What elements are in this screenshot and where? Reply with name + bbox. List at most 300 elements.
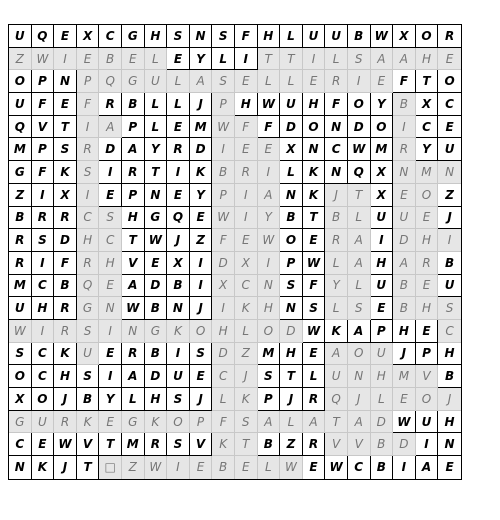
grid-cell[interactable]: C	[235, 275, 258, 298]
grid-cell[interactable]: I	[32, 184, 55, 207]
grid-cell[interactable]: X	[280, 138, 303, 161]
grid-cell[interactable]: N	[348, 365, 371, 388]
grid-cell[interactable]: X	[235, 252, 258, 275]
grid-cell[interactable]: Y	[325, 275, 348, 298]
grid-cell[interactable]: T	[280, 365, 303, 388]
grid-cell[interactable]: I	[393, 116, 416, 139]
grid-cell[interactable]: X	[54, 184, 77, 207]
grid-cell[interactable]: L	[325, 48, 348, 71]
grid-cell[interactable]: E	[99, 343, 122, 366]
grid-cell[interactable]: H	[32, 297, 55, 320]
grid-cell[interactable]: D	[54, 229, 77, 252]
grid-cell[interactable]: C	[416, 116, 439, 139]
grid-cell[interactable]: M	[122, 433, 145, 456]
grid-cell[interactable]: I	[258, 252, 281, 275]
grid-cell[interactable]: J	[190, 297, 213, 320]
grid-cell[interactable]: E	[235, 70, 258, 93]
grid-cell[interactable]: D	[393, 433, 416, 456]
grid-cell[interactable]: I	[416, 433, 439, 456]
grid-cell[interactable]: L	[280, 161, 303, 184]
grid-cell[interactable]: L	[167, 70, 190, 93]
grid-cell[interactable]: B	[438, 252, 461, 275]
grid-cell[interactable]: H	[416, 48, 439, 71]
grid-cell[interactable]: B	[122, 93, 145, 116]
grid-cell[interactable]: D	[280, 116, 303, 139]
grid-cell[interactable]: G	[77, 297, 100, 320]
grid-cell[interactable]: T	[145, 161, 168, 184]
grid-cell[interactable]: E	[235, 229, 258, 252]
grid-cell[interactable]: R	[393, 138, 416, 161]
grid-cell[interactable]: E	[167, 184, 190, 207]
grid-cell[interactable]: R	[54, 411, 77, 434]
grid-cell[interactable]: X	[371, 161, 394, 184]
grid-cell[interactable]: L	[258, 456, 281, 479]
grid-cell[interactable]: X	[9, 388, 32, 411]
grid-cell[interactable]: A	[303, 411, 326, 434]
grid-cell[interactable]: T	[303, 207, 326, 230]
grid-cell[interactable]: Q	[32, 25, 55, 48]
grid-cell[interactable]: U	[438, 275, 461, 298]
grid-cell[interactable]: W	[122, 297, 145, 320]
grid-cell[interactable]: H	[280, 343, 303, 366]
grid-cell[interactable]: O	[416, 388, 439, 411]
grid-cell[interactable]: I	[99, 320, 122, 343]
grid-cell[interactable]: S	[212, 25, 235, 48]
grid-cell[interactable]: W	[258, 93, 281, 116]
grid-cell[interactable]: R	[303, 433, 326, 456]
grid-cell[interactable]: W	[348, 138, 371, 161]
grid-cell[interactable]: U	[438, 138, 461, 161]
grid-cell[interactable]: J	[348, 388, 371, 411]
grid-cell[interactable]: O	[348, 93, 371, 116]
grid-cell[interactable]: S	[438, 297, 461, 320]
grid-cell[interactable]: A	[190, 70, 213, 93]
grid-cell[interactable]: A	[393, 252, 416, 275]
grid-cell[interactable]: T	[99, 433, 122, 456]
grid-cell[interactable]: M	[190, 116, 213, 139]
grid-cell[interactable]: R	[54, 297, 77, 320]
grid-cell[interactable]: J	[54, 388, 77, 411]
grid-cell[interactable]: S	[167, 388, 190, 411]
grid-cell[interactable]: R	[122, 343, 145, 366]
grid-cell[interactable]: B	[325, 207, 348, 230]
grid-cell[interactable]: Z	[235, 343, 258, 366]
grid-cell[interactable]: W	[325, 456, 348, 479]
grid-cell[interactable]: P	[190, 411, 213, 434]
grid-cell[interactable]: I	[77, 184, 100, 207]
grid-cell[interactable]: H	[303, 93, 326, 116]
grid-cell[interactable]: N	[167, 297, 190, 320]
grid-cell[interactable]: A	[325, 343, 348, 366]
grid-cell[interactable]: I	[258, 161, 281, 184]
grid-cell[interactable]: A	[348, 411, 371, 434]
grid-cell[interactable]: B	[145, 343, 168, 366]
grid-cell[interactable]: N	[122, 320, 145, 343]
grid-cell[interactable]: N	[9, 456, 32, 479]
grid-cell[interactable]: R	[145, 433, 168, 456]
grid-cell[interactable]: N	[393, 161, 416, 184]
grid-cell[interactable]: E	[99, 275, 122, 298]
grid-cell[interactable]: W	[393, 411, 416, 434]
grid-cell[interactable]: S	[54, 138, 77, 161]
grid-cell[interactable]: T	[54, 116, 77, 139]
grid-cell[interactable]: M	[9, 138, 32, 161]
grid-cell[interactable]: H	[77, 229, 100, 252]
grid-cell[interactable]: H	[416, 297, 439, 320]
grid-cell[interactable]: Q	[167, 207, 190, 230]
grid-cell[interactable]: P	[212, 93, 235, 116]
grid-cell[interactable]: N	[190, 25, 213, 48]
grid-cell[interactable]: F	[393, 70, 416, 93]
grid-cell[interactable]: R	[99, 93, 122, 116]
grid-cell[interactable]: O	[303, 116, 326, 139]
grid-cell[interactable]: N	[280, 297, 303, 320]
grid-cell[interactable]: E	[235, 138, 258, 161]
grid-cell[interactable]: Q	[9, 116, 32, 139]
grid-cell[interactable]: S	[167, 433, 190, 456]
grid-cell[interactable]: R	[77, 138, 100, 161]
grid-cell[interactable]: K	[212, 433, 235, 456]
grid-cell[interactable]: O	[190, 320, 213, 343]
grid-cell[interactable]: W	[280, 456, 303, 479]
grid-cell[interactable]: L	[145, 116, 168, 139]
grid-cell[interactable]: S	[258, 365, 281, 388]
grid-cell[interactable]: H	[438, 343, 461, 366]
grid-cell[interactable]: G	[122, 25, 145, 48]
grid-cell[interactable]: L	[145, 93, 168, 116]
grid-cell[interactable]: U	[145, 70, 168, 93]
grid-cell[interactable]: D	[145, 365, 168, 388]
grid-cell[interactable]: H	[54, 365, 77, 388]
grid-cell[interactable]: L	[280, 25, 303, 48]
grid-cell[interactable]: H	[371, 365, 394, 388]
grid-cell[interactable]: N	[325, 161, 348, 184]
grid-cell[interactable]: U	[167, 365, 190, 388]
grid-cell[interactable]: E	[258, 138, 281, 161]
grid-cell[interactable]: R	[167, 138, 190, 161]
grid-cell[interactable]: I	[212, 297, 235, 320]
grid-cell[interactable]: R	[303, 388, 326, 411]
grid-cell[interactable]: A	[348, 229, 371, 252]
grid-cell[interactable]: F	[325, 93, 348, 116]
grid-cell[interactable]: H	[99, 252, 122, 275]
grid-cell[interactable]: R	[9, 229, 32, 252]
grid-cell[interactable]: U	[9, 93, 32, 116]
grid-cell[interactable]: T	[122, 229, 145, 252]
grid-cell[interactable]: V	[32, 116, 55, 139]
grid-cell[interactable]: S	[190, 343, 213, 366]
grid-cell[interactable]: V	[122, 252, 145, 275]
grid-cell[interactable]: U	[303, 25, 326, 48]
grid-cell[interactable]: J	[438, 388, 461, 411]
grid-cell[interactable]: V	[77, 433, 100, 456]
grid-cell[interactable]: L	[122, 388, 145, 411]
grid-cell[interactable]: Z	[9, 48, 32, 71]
grid-cell[interactable]: K	[32, 456, 55, 479]
grid-cell[interactable]: X	[371, 184, 394, 207]
grid-cell[interactable]: I	[99, 365, 122, 388]
grid-cell[interactable]: P	[77, 70, 100, 93]
grid-cell[interactable]: U	[77, 343, 100, 366]
grid-cell[interactable]: S	[235, 411, 258, 434]
grid-cell[interactable]: T	[77, 456, 100, 479]
grid-cell[interactable]: E	[77, 48, 100, 71]
grid-cell[interactable]: I	[393, 456, 416, 479]
grid-cell[interactable]: M	[258, 343, 281, 366]
grid-cell[interactable]: U	[9, 297, 32, 320]
grid-cell[interactable]: I	[303, 48, 326, 71]
grid-cell[interactable]: K	[167, 320, 190, 343]
grid-cell[interactable]: A	[99, 116, 122, 139]
grid-cell[interactable]: A	[416, 456, 439, 479]
grid-cell[interactable]: A	[122, 138, 145, 161]
grid-cell[interactable]: C	[438, 93, 461, 116]
grid-cell[interactable]: F	[77, 93, 100, 116]
grid-cell[interactable]: M	[9, 275, 32, 298]
grid-cell[interactable]: Z	[438, 184, 461, 207]
grid-cell[interactable]: E	[303, 343, 326, 366]
grid-cell[interactable]: L	[371, 388, 394, 411]
grid-cell[interactable]: U	[325, 365, 348, 388]
grid-cell[interactable]: B	[371, 456, 394, 479]
grid-cell[interactable]: Y	[145, 138, 168, 161]
grid-cell[interactable]: I	[32, 320, 55, 343]
grid-cell[interactable]: K	[54, 343, 77, 366]
grid-cell[interactable]: I	[99, 161, 122, 184]
grid-cell[interactable]: I	[235, 184, 258, 207]
grid-cell[interactable]: T	[258, 48, 281, 71]
grid-cell[interactable]: E	[303, 70, 326, 93]
grid-cell[interactable]: N	[438, 161, 461, 184]
grid-cell[interactable]: T	[416, 70, 439, 93]
grid-cell[interactable]: E	[416, 207, 439, 230]
grid-cell[interactable]: P	[258, 388, 281, 411]
grid-cell[interactable]: L	[212, 388, 235, 411]
grid-cell[interactable]: K	[77, 411, 100, 434]
grid-cell[interactable]: I	[348, 70, 371, 93]
grid-cell[interactable]: L	[235, 320, 258, 343]
grid-cell[interactable]: E	[167, 48, 190, 71]
grid-cell[interactable]: O	[167, 411, 190, 434]
grid-cell[interactable]: L	[145, 48, 168, 71]
grid-cell[interactable]: U	[9, 25, 32, 48]
grid-cell[interactable]: H	[145, 388, 168, 411]
grid-cell[interactable]: X	[77, 25, 100, 48]
grid-cell[interactable]: W	[212, 207, 235, 230]
grid-cell[interactable]: U	[325, 25, 348, 48]
grid-cell[interactable]: E	[32, 433, 55, 456]
grid-cell[interactable]: F	[235, 25, 258, 48]
grid-cell[interactable]: R	[54, 320, 77, 343]
grid-cell[interactable]: S	[303, 297, 326, 320]
grid-cell[interactable]: F	[32, 93, 55, 116]
grid-cell[interactable]: S	[99, 207, 122, 230]
grid-cell[interactable]: E	[54, 25, 77, 48]
grid-cell[interactable]: S	[348, 297, 371, 320]
grid-cell[interactable]: V	[416, 365, 439, 388]
grid-cell[interactable]: O	[9, 70, 32, 93]
grid-cell[interactable]: I	[438, 229, 461, 252]
grid-cell[interactable]: G	[9, 161, 32, 184]
grid-cell[interactable]: A	[393, 48, 416, 71]
grid-cell[interactable]: L	[325, 297, 348, 320]
grid-cell[interactable]: P	[32, 70, 55, 93]
grid-cell[interactable]: F	[303, 275, 326, 298]
grid-cell[interactable]: H	[258, 25, 281, 48]
grid-cell[interactable]: L	[303, 365, 326, 388]
grid-cell[interactable]: N	[280, 184, 303, 207]
grid-cell[interactable]: Z	[9, 184, 32, 207]
grid-cell[interactable]: E	[99, 184, 122, 207]
grid-cell[interactable]: S	[32, 229, 55, 252]
grid-cell[interactable]: Q	[77, 275, 100, 298]
grid-cell[interactable]: L	[348, 207, 371, 230]
grid-cell[interactable]: R	[235, 161, 258, 184]
grid-cell[interactable]: S	[167, 25, 190, 48]
grid-cell[interactable]: K	[235, 388, 258, 411]
grid-cell[interactable]: B	[393, 93, 416, 116]
grid-cell[interactable]: M	[416, 161, 439, 184]
grid-cell[interactable]: P	[122, 116, 145, 139]
grid-cell[interactable]: J	[167, 229, 190, 252]
grid-cell[interactable]: B	[9, 207, 32, 230]
grid-cell[interactable]: E	[393, 184, 416, 207]
grid-cell[interactable]: J	[325, 184, 348, 207]
grid-cell[interactable]: K	[54, 161, 77, 184]
grid-cell[interactable]: L	[280, 70, 303, 93]
grid-cell[interactable]: C	[99, 25, 122, 48]
grid-cell[interactable]: J	[190, 93, 213, 116]
grid-cell[interactable]: W	[145, 456, 168, 479]
grid-cell[interactable]: R	[32, 207, 55, 230]
grid-cell[interactable]: S	[9, 343, 32, 366]
grid-cell[interactable]: H	[212, 320, 235, 343]
grid-cell[interactable]: J	[235, 365, 258, 388]
grid-cell[interactable]: U	[371, 275, 394, 298]
grid-cell[interactable]: R	[325, 229, 348, 252]
grid-cell[interactable]: E	[393, 388, 416, 411]
grid-cell[interactable]: B	[348, 25, 371, 48]
grid-cell[interactable]: K	[190, 161, 213, 184]
grid-cell[interactable]: I	[190, 252, 213, 275]
grid-cell[interactable]: P	[280, 252, 303, 275]
grid-cell[interactable]: W	[303, 252, 326, 275]
grid-cell[interactable]: E	[235, 456, 258, 479]
grid-cell[interactable]: L	[325, 252, 348, 275]
grid-cell[interactable]: O	[9, 365, 32, 388]
grid-cell[interactable]: G	[145, 207, 168, 230]
grid-cell[interactable]: H	[416, 229, 439, 252]
grid-cell[interactable]: J	[280, 388, 303, 411]
grid-cell[interactable]: A	[122, 365, 145, 388]
grid-cell[interactable]: E	[145, 252, 168, 275]
grid-cell[interactable]: C	[348, 456, 371, 479]
grid-cell[interactable]: I	[212, 138, 235, 161]
grid-cell[interactable]: W	[212, 116, 235, 139]
grid-cell[interactable]: P	[122, 184, 145, 207]
grid-cell[interactable]: L	[348, 275, 371, 298]
grid-cell[interactable]: K	[145, 411, 168, 434]
grid-cell[interactable]: J	[438, 207, 461, 230]
grid-cell[interactable]: I	[235, 48, 258, 71]
grid-cell[interactable]: U	[280, 93, 303, 116]
grid-cell[interactable]: B	[258, 433, 281, 456]
grid-cell[interactable]: D	[280, 320, 303, 343]
grid-cell[interactable]: Q	[325, 388, 348, 411]
grid-cell[interactable]: T	[325, 411, 348, 434]
grid-cell[interactable]: W	[32, 48, 55, 71]
grid-cell[interactable]: C	[32, 275, 55, 298]
grid-cell[interactable]: B	[371, 433, 394, 456]
grid-cell[interactable]: G	[122, 411, 145, 434]
grid-cell[interactable]: Y	[190, 48, 213, 71]
grid-cell[interactable]: N	[54, 70, 77, 93]
grid-cell[interactable]: D	[99, 138, 122, 161]
grid-cell[interactable]: S	[280, 275, 303, 298]
grid-cell[interactable]: S	[77, 320, 100, 343]
grid-cell[interactable]: H	[145, 25, 168, 48]
grid-cell[interactable]: E	[303, 456, 326, 479]
grid-cell[interactable]: J	[393, 343, 416, 366]
grid-cell[interactable]: B	[54, 275, 77, 298]
grid-cell[interactable]: E	[438, 116, 461, 139]
grid-cell[interactable]: E	[445, 460, 454, 475]
grid-cell[interactable]: O	[416, 25, 439, 48]
grid-cell[interactable]: W	[303, 320, 326, 343]
grid-cell[interactable]: K	[303, 161, 326, 184]
grid-cell[interactable]: W	[371, 25, 394, 48]
grid-cell[interactable]: D	[212, 343, 235, 366]
grid-cell[interactable]: U	[32, 411, 55, 434]
grid-cell[interactable]: I	[167, 456, 190, 479]
grid-cell[interactable]: Z	[280, 433, 303, 456]
grid-cell[interactable]: E	[122, 48, 145, 71]
grid-cell[interactable]: I	[77, 116, 100, 139]
grid-cell[interactable]: D	[348, 116, 371, 139]
grid-cell[interactable]: B	[393, 297, 416, 320]
grid-cell[interactable]: S	[77, 161, 100, 184]
grid-cell[interactable]: E	[303, 229, 326, 252]
grid-cell[interactable]: T	[280, 48, 303, 71]
grid-cell[interactable]: F	[32, 161, 55, 184]
grid-cell[interactable]: N	[303, 138, 326, 161]
grid-cell[interactable]: A	[258, 184, 281, 207]
grid-cell[interactable]: D	[393, 229, 416, 252]
grid-cell[interactable]: O	[416, 184, 439, 207]
grid-cell[interactable]: E	[438, 48, 461, 71]
grid-cell[interactable]: A	[258, 411, 281, 434]
grid-cell[interactable]: □	[99, 456, 122, 479]
grid-cell[interactable]: B	[393, 275, 416, 298]
grid-cell[interactable]: A	[348, 252, 371, 275]
grid-cell[interactable]: O	[371, 116, 394, 139]
grid-cell[interactable]: C	[438, 320, 461, 343]
grid-cell[interactable]: I	[54, 48, 77, 71]
grid-cell[interactable]: I	[167, 161, 190, 184]
grid-cell[interactable]: C	[99, 229, 122, 252]
grid-cell[interactable]: W	[54, 433, 77, 456]
grid-cell[interactable]: E	[190, 456, 213, 479]
grid-cell[interactable]: W	[258, 229, 281, 252]
grid-cell[interactable]: P	[416, 343, 439, 366]
grid-cell[interactable]: R	[54, 207, 77, 230]
grid-cell[interactable]: F	[258, 116, 281, 139]
grid-cell[interactable]: X	[416, 93, 439, 116]
grid-cell[interactable]: B	[280, 207, 303, 230]
grid-cell[interactable]: W	[145, 229, 168, 252]
grid-cell[interactable]: Y	[99, 388, 122, 411]
grid-cell[interactable]: Q	[99, 70, 122, 93]
